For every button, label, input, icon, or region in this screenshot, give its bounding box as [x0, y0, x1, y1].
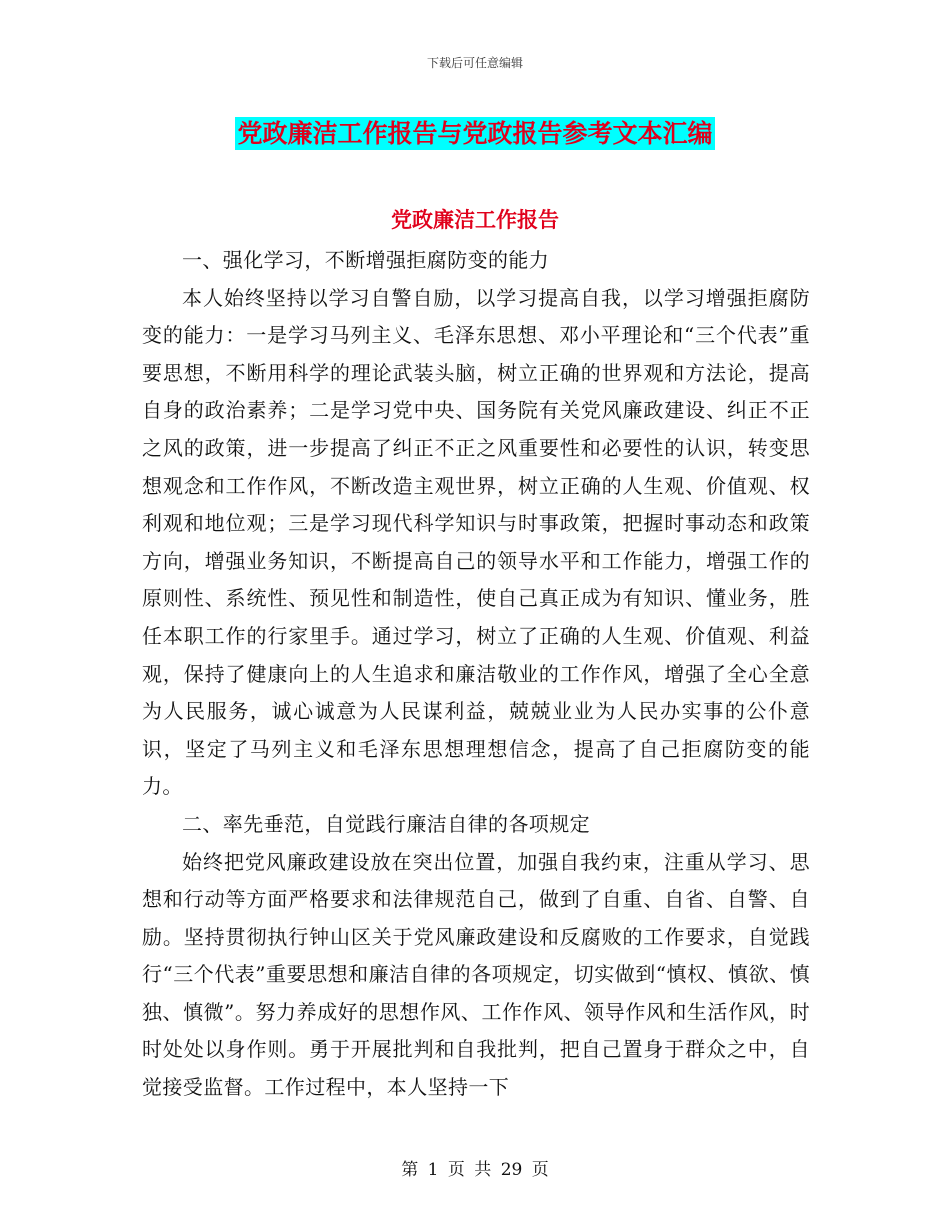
heading-two: 二、率先垂范，自觉践行廉洁自律的各项规定 — [182, 811, 590, 836]
heading-one: 一、强化学习，不断增强拒腐防变的能力 — [182, 248, 550, 272]
paragraph-one: 本人始终坚持以学习自警自励，以学习提高自我，以学习增强拒腐防变的能力：一是学习马列主义、毛泽东思想、邓小平理论和“三个代表”重要思想，不断用科学的理论武装头脑，树立正确的世界观和方法论，提高自身的政治素养；二是学习党中央、国务院有关党风廉政建设、纠正不正之风的政策，进一步提高了纠正不正之风重要性和必要性的认识，转变思想观念和工作作风，不断改造主观世界，树立正确的人生观、价值观、权利观和地位观；三是学习现代科学知识与时事政策，把握时事动态和政策方向，增强业务知识，不断提高自己的领导水平和工作能力，增强工作的原则性、系统性、预见性和制造性，使自己真正成为有知识、懂业务，胜任本职工作的行家里手。通过学习，树立了正确的人生观、价值观、利益观，保持了健康向上的人生追求和廉洁敬业的工作作风，增强了全心全意为人民服务，诚心诚意为人民谋利益，兢兢业业为人民办实事的公仆意识，坚定了马列主义和毛泽东思想理想信念，提高了自己拒腐防变的能力。 — [142, 285, 810, 799]
section-title: 党政廉洁工作报告 — [391, 207, 559, 232]
header-note: 下载后可任意编辑 — [426, 56, 523, 70]
page-footer: 第 1 页 共 29 页 — [401, 1160, 549, 1180]
body-text — [142, 222, 810, 1107]
paragraph-two: 始终把党风廉政建设放在突出位置，加强自我约束，注重从学习、思想和行动等方面严格要求和法律规范自己，做到了自重、自省、自警、自励。坚持贯彻执行钟山区关于党风廉政建设和反腐败的工作要求，自觉践行“三个代表”重要思想和廉洁自律的各项规定，切实做到“慎权、慎欲、慎独、慎微”。努力养成好的思想作风、工作作风、领导作风和生活作风，时时处处以身作则。勇于开展批判和自我批判，把自己置身于群众之中，自觉接受监督。工作过程中，本人坚持一下 — [142, 849, 810, 1100]
main-title — [0, 114, 950, 150]
main-title-highlight: 党政廉洁工作报告与党政报告参考文本汇编 — [237, 119, 713, 148]
